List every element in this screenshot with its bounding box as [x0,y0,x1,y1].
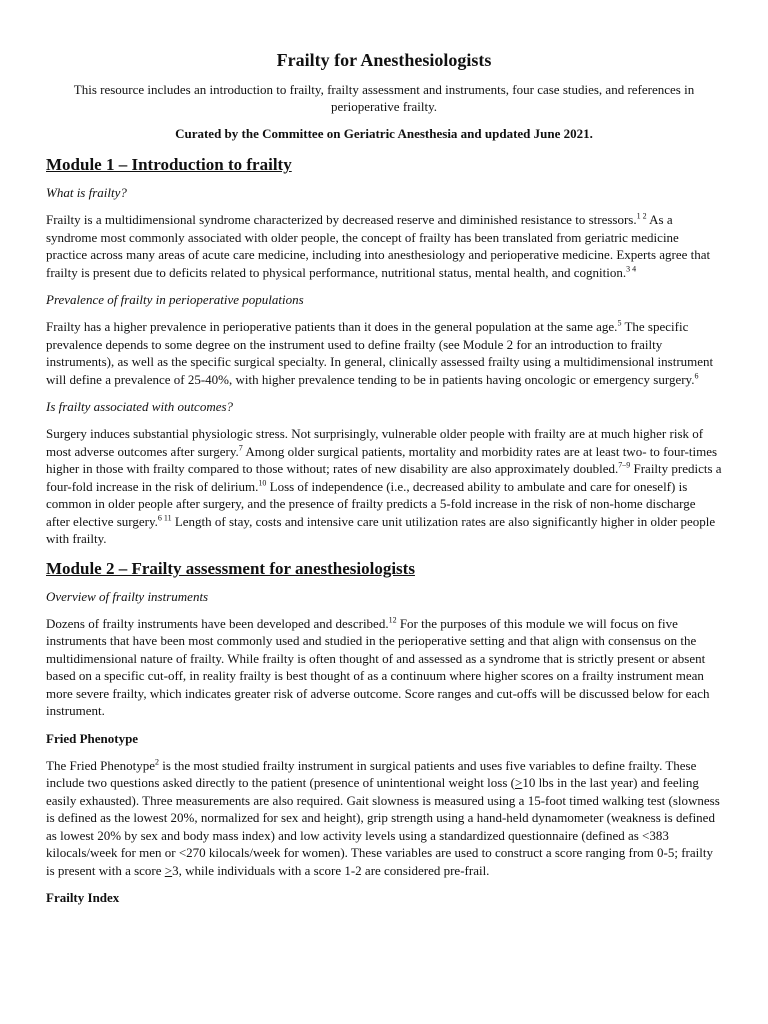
curated-note: Curated by the Committee on Geriatric Anesthesia and updated June 2021. [175,126,593,141]
fried-phenotype-paragraph: The Fried Phenotype$^2$ is the most studied frailty instrument in surgical patients and uses five variables to define frailty. These include two questions asked directly to the patient (presence of unintentional weight loss (>10 lbs in the last year) and feeling easily exhausted). Three measurements are also required. Gait slowness is measured using a 15-foot timed walking test (slowness is defined as the lowest 20%, normalized for sex and height), grip strength using a hand-held dynamometer (weakness is defined as lowest 20% by sex and body mass index) and low activity levels using a standardized questionnaire (defined as <383 kilocals/week for men or <270 kilocals/week for women). These variables are used to construct a score ranging from 0-5; frailty is present with a score >3, while individuals with a score 1-2 are considered pre-frail. [46,757,720,878]
intro-paragraph: This resource includes an introduction to frailty, frailty assessment and instruments, four case studies, and references in perioperative frailty. [73,82,695,114]
greater-equal-symbol: > [514,775,523,790]
overview-subheading: Overview of frailty instruments [46,588,209,604]
citation: 7–9 [618,460,631,470]
overview-paragraph: Dozens of frailty instruments have been developed and described.$^{12}$ For the purposes of this module we will focus on five instruments that have been most commonly used and studied in the perioperative setting and that align with consensus on the multidimensional nature of frailty. While frailty is often thought of and assessed as a syndrome that is strictly present or absent based on a specific cut-off, in reality frailty is best thought of as a continuum where higher scores on a frailty instrument mean more severe frailty, which indicates greater risk of adverse outcome. Score ranges and cut-offs will be discussed below for each instrument. [46,615,710,718]
what-is-frailty-paragraph: Frailty is a multidimensional syndrome characterized by decreased reserve and diminished resistance to stressors.$^{1 2}$ As a syndrome most commonly associated with older people, the concept of frailty has been translated from geriatric medicine practice across many areas of acute care medicine, including into anesthesiology and perioperative medicine. Experts agree that frailty is present due to deficits related to physical performance, nutritional status, mental health, and cognition.$^{3 4}$ [46,211,711,280]
what-is-frailty-subheading: What is frailty? [46,185,127,200]
citation: 1 2 [636,211,647,221]
module-2-heading: Module 2 – Frailty assessment for anesthesiologists [46,558,415,578]
citation: 3 4 [626,264,637,274]
fried-phenotype-heading: Fried Phenotype [46,730,139,746]
citation: 2 [155,757,160,767]
citation: 7 [238,443,243,453]
greater-equal-symbol: > [164,862,173,878]
outcomes-paragraph: Surgery induces substantial physiologic stress. Not surprisingly, vulnerable older people with frailty are at much higher risk of most adverse outcomes after surgery.$^7$ Among older surgical patients, mortality and morbidity rates are at least two- to four-times higher in those with frailty compared to those without; rates of new disability are also approximately doubled.$^{7-9}$ Frailty predicts a four-fold increase in the risk of delirium.$^{10}$ Loss of independence (i.e., decreased ability to ambulate and care for oneself) is common in older people after surgery, and the presence of frailty predicts a 5-fold increase in the risk of non-home discharge after elective surgery.$^{6 11}$ Length of stay, costs and intensive care unit utilization rates are also significantly higher in older people with frailty. [46,426,722,546]
citation: 12 [388,615,397,625]
document-title: Frailty for Anesthesiologists [276,50,492,70]
citation: 6 11 [157,513,172,523]
module-1-heading: Module 1 – Introduction to frailty [46,155,292,174]
citation: 10 [258,478,267,488]
frailty-index-heading: Frailty Index [46,890,120,905]
outcomes-subheading: Is frailty associated with outcomes? [46,399,234,414]
citation: 6 [694,371,699,381]
prevalence-subheading: Prevalence of frailty in perioperative populations [46,292,304,307]
citation: 5 [617,318,622,328]
prevalence-paragraph: Frailty has a higher prevalence in perioperative patients than it does in the general population at the same age.$^5$ The specific prevalence depends to some degree on the instrument used to define frailty (see Module 2 for an introduction to frailty instruments), as well as the specific surgical specialty. In general, clinically assessed frailty using a multidimensional instrument will define a prevalence of 25-40%, with higher prevalence tending to be in patients having oncologic or emergency surgery.$^6$ [46,318,714,387]
